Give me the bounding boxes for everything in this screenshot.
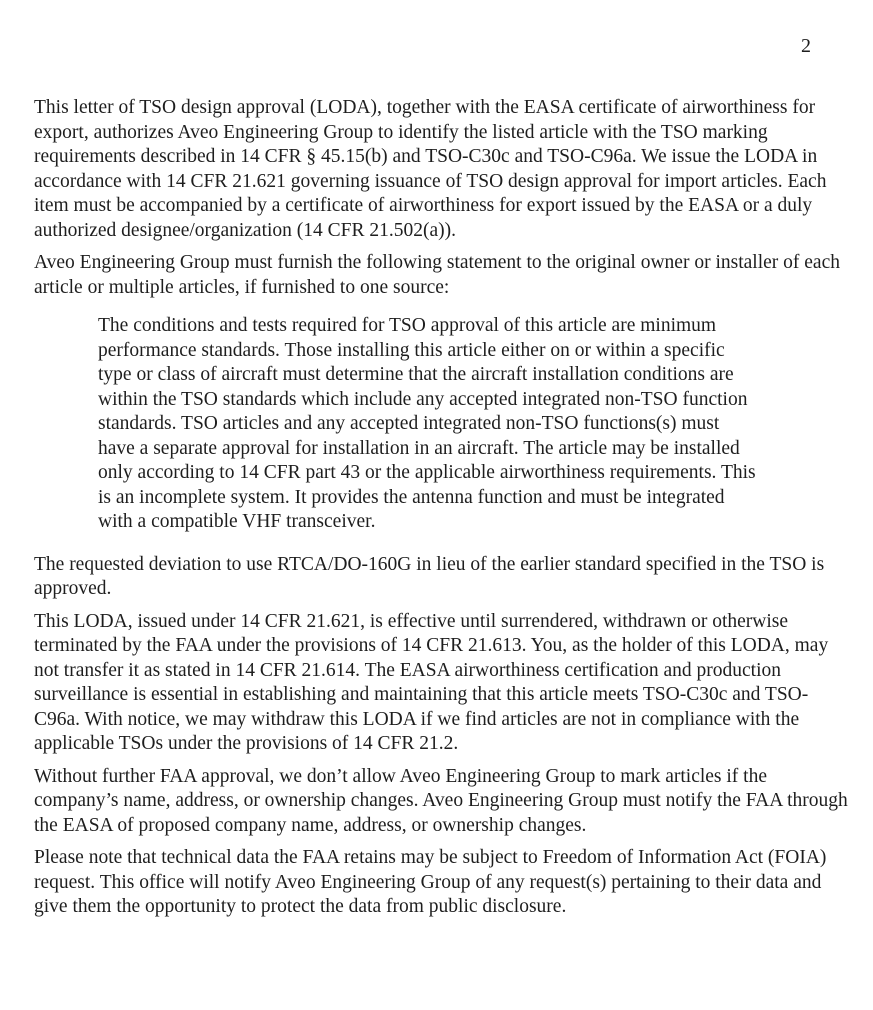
paragraph-company-changes: Without further FAA approval, we don’t allow Aveo Engineering Group to mark articles if the company’s name, address, or ownership changes. Aveo Engineering Group must notify the FAA through the EASA of proposed company name, address, or ownership changes. [34, 765, 848, 836]
paragraph-loda-authorization: This letter of TSO design approval (LODA), together with the EASA certificate of airworthiness for export, authorizes Aveo Engineering Group to identify the listed article with the TSO marking requirements described in 14 CFR § 45.15(b) and TSO-C30c and TSO-C96a. We issue the LODA in accordance with 14 CFR 21.621 governing issuance of TSO design approval for import articles. Each item must be accompanied by a certificate of airworthiness for export issued by the EASA or a duly authorized designee/organization (14 CFR 21.502(a)). [34, 97, 827, 241]
page-number: 2 [801, 35, 811, 57]
paragraph-foia-notice: Please note that technical data the FAA retains may be subject to Freedom of Information Act (FOIA) request. This office will notify Aveo Engineering Group of any request(s) pertaining to their data and give them the opportunity to protect the data from public disclosure. [34, 847, 827, 917]
paragraph-deviation-approved: The requested deviation to use RTCA/DO-160G in lieu of the earlier standard specified in the TSO is approved. [34, 553, 825, 599]
paragraph-loda-effectivity: This LODA, issued under 14 CFR 21.621, is effective until surrendered, withdrawn or otherwise terminated by the FAA under the provisions of 14 CFR 21.613. You, as the holder of this LODA, may not transfer it as stated in 14 CFR 21.614. The EASA airworthiness certification and production surveillance is essential in establishing and maintaining that this article meets TSO-C30c and TSO-C96a. With notice, we may withdraw this LODA if we find articles are not in compliance with the applicable TSOs under the provisions of 14 CFR 21.2. [34, 610, 829, 754]
quoted-required-statement: The conditions and tests required for TSO approval of this article are minimum performance standards. Those installing this article either on or within a specific type or class of aircraft must determine that the aircraft installation conditions are within the TSO standards which include any accepted integrated non-TSO function standards. TSO articles and any accepted integrated non-TSO functions(s) must have a separate approval for installation in an aircraft. The article may be installed only according to 14 CFR part 43 or the applicable airworthiness requirements. This is an incomplete system. It provides the antenna function and must be integrated with a compatible VHF transceiver. [98, 315, 756, 532]
document-body [34, 96, 848, 928]
paragraph-furnish-statement: Aveo Engineering Group must furnish the following statement to the original owner or installer of each article or multiple articles, if furnished to one source: [34, 252, 840, 298]
